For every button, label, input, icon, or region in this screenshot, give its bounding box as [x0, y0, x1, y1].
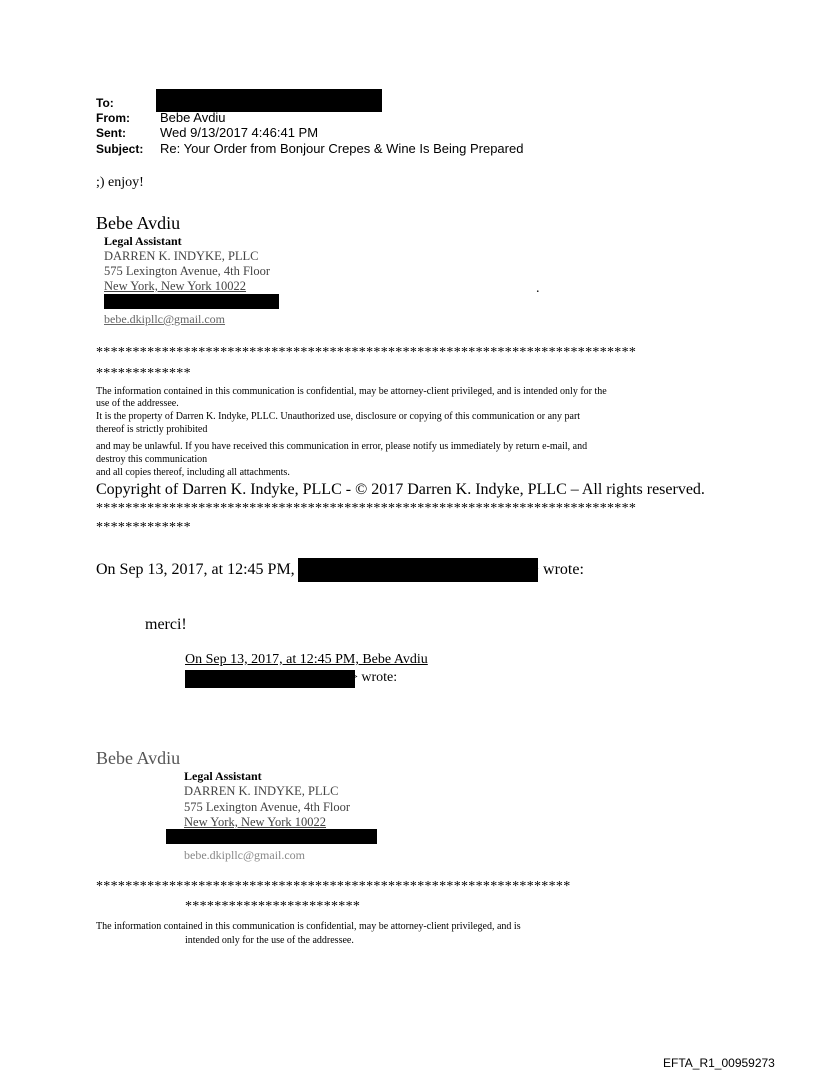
- quote-attribution: On Sep 13, 2017, at 12:45 PM,: [96, 561, 295, 578]
- signature-address2: New York, New York 10022: [104, 279, 247, 293]
- disclaimer-line: intended only for the use of the addressee.: [185, 935, 354, 946]
- stars-divider-short: *************: [96, 520, 191, 535]
- stars-divider: *****************************************************************: [96, 879, 571, 894]
- subject-value: Re: Your Order from Bonjour Crepes & Wine Is Being Prepared: [160, 141, 524, 156]
- stars-divider-short: *************: [96, 366, 191, 381]
- signature-address2: New York, New York 10022: [184, 815, 327, 829]
- disclaimer-line: destroy this communication: [96, 454, 208, 465]
- redaction-phone-2: [166, 829, 377, 844]
- greeting-text: ;) enjoy!: [96, 175, 144, 190]
- to-label: To:: [96, 96, 114, 110]
- signature-name: Bebe Avdiu: [96, 213, 181, 233]
- redaction-phone-1: [104, 294, 279, 309]
- from-label: From:: [96, 111, 130, 125]
- signature-firm: DARREN K. INDYKE, PLLC: [184, 784, 339, 798]
- subject-label: Subject:: [96, 142, 144, 156]
- quote-wrote: > wrote:: [530, 561, 584, 578]
- stars-divider: **************************************************************************: [96, 345, 637, 360]
- signature-email-link[interactable]: bebe.dkipllc@gmail.com: [104, 312, 226, 326]
- signature-address1: 575 Lexington Avenue, 4th Floor: [184, 800, 351, 814]
- signature-address1: 575 Lexington Avenue, 4th Floor: [104, 264, 271, 278]
- signature-email-link[interactable]: bebe.dkipllc@gmail.com: [184, 848, 306, 862]
- redaction-sender-2: [185, 670, 355, 688]
- signature-firm: DARREN K. INDYKE, PLLC: [104, 249, 259, 263]
- signature-title: Legal Assistant: [184, 769, 262, 783]
- redaction-to: [156, 89, 382, 112]
- document-id: EFTA_R1_00959273: [663, 1056, 775, 1070]
- sent-value: Wed 9/13/2017 4:46:41 PM: [160, 125, 319, 140]
- disclaimer-line: and may be unlawful. If you have received this communication in error, please notify us immediately by return e-mail, and: [96, 441, 588, 452]
- copyright-text: Copyright of Darren K. Indyke, PLLC - © 2017 Darren K. Indyke, PLLC – All rights reserved.: [96, 481, 705, 498]
- reply-text: merci!: [145, 616, 187, 633]
- disclaimer-line: and all copies thereof, including all attachments.: [96, 467, 290, 478]
- stray-dot: .: [536, 281, 540, 296]
- sent-label: Sent:: [96, 126, 126, 140]
- from-value: Bebe Avdiu: [160, 110, 226, 125]
- stars-divider-short: ************************: [185, 899, 361, 914]
- redaction-sender-1: [298, 558, 538, 582]
- disclaimer-line: The information contained in this communication is confidential, may be attorney-client privileged, and is: [96, 921, 521, 932]
- signature-name: Bebe Avdiu: [96, 748, 181, 768]
- disclaimer-line: use of the addressee.: [96, 398, 179, 409]
- quote-wrote: > wrote:: [350, 670, 398, 685]
- disclaimer-line: It is the property of Darren K. Indyke, PLLC. Unauthorized use, disclosure or copying of this communication or any part: [96, 411, 581, 422]
- disclaimer-line: The information contained in this communication is confidential, may be attorney-client privileged, and is intended only for the: [96, 386, 607, 397]
- stars-divider: **************************************************************************: [96, 501, 637, 516]
- signature-title: Legal Assistant: [104, 234, 182, 248]
- quote-attribution: On Sep 13, 2017, at 12:45 PM, Bebe Avdiu: [185, 652, 428, 667]
- disclaimer-line: thereof is strictly prohibited: [96, 424, 208, 435]
